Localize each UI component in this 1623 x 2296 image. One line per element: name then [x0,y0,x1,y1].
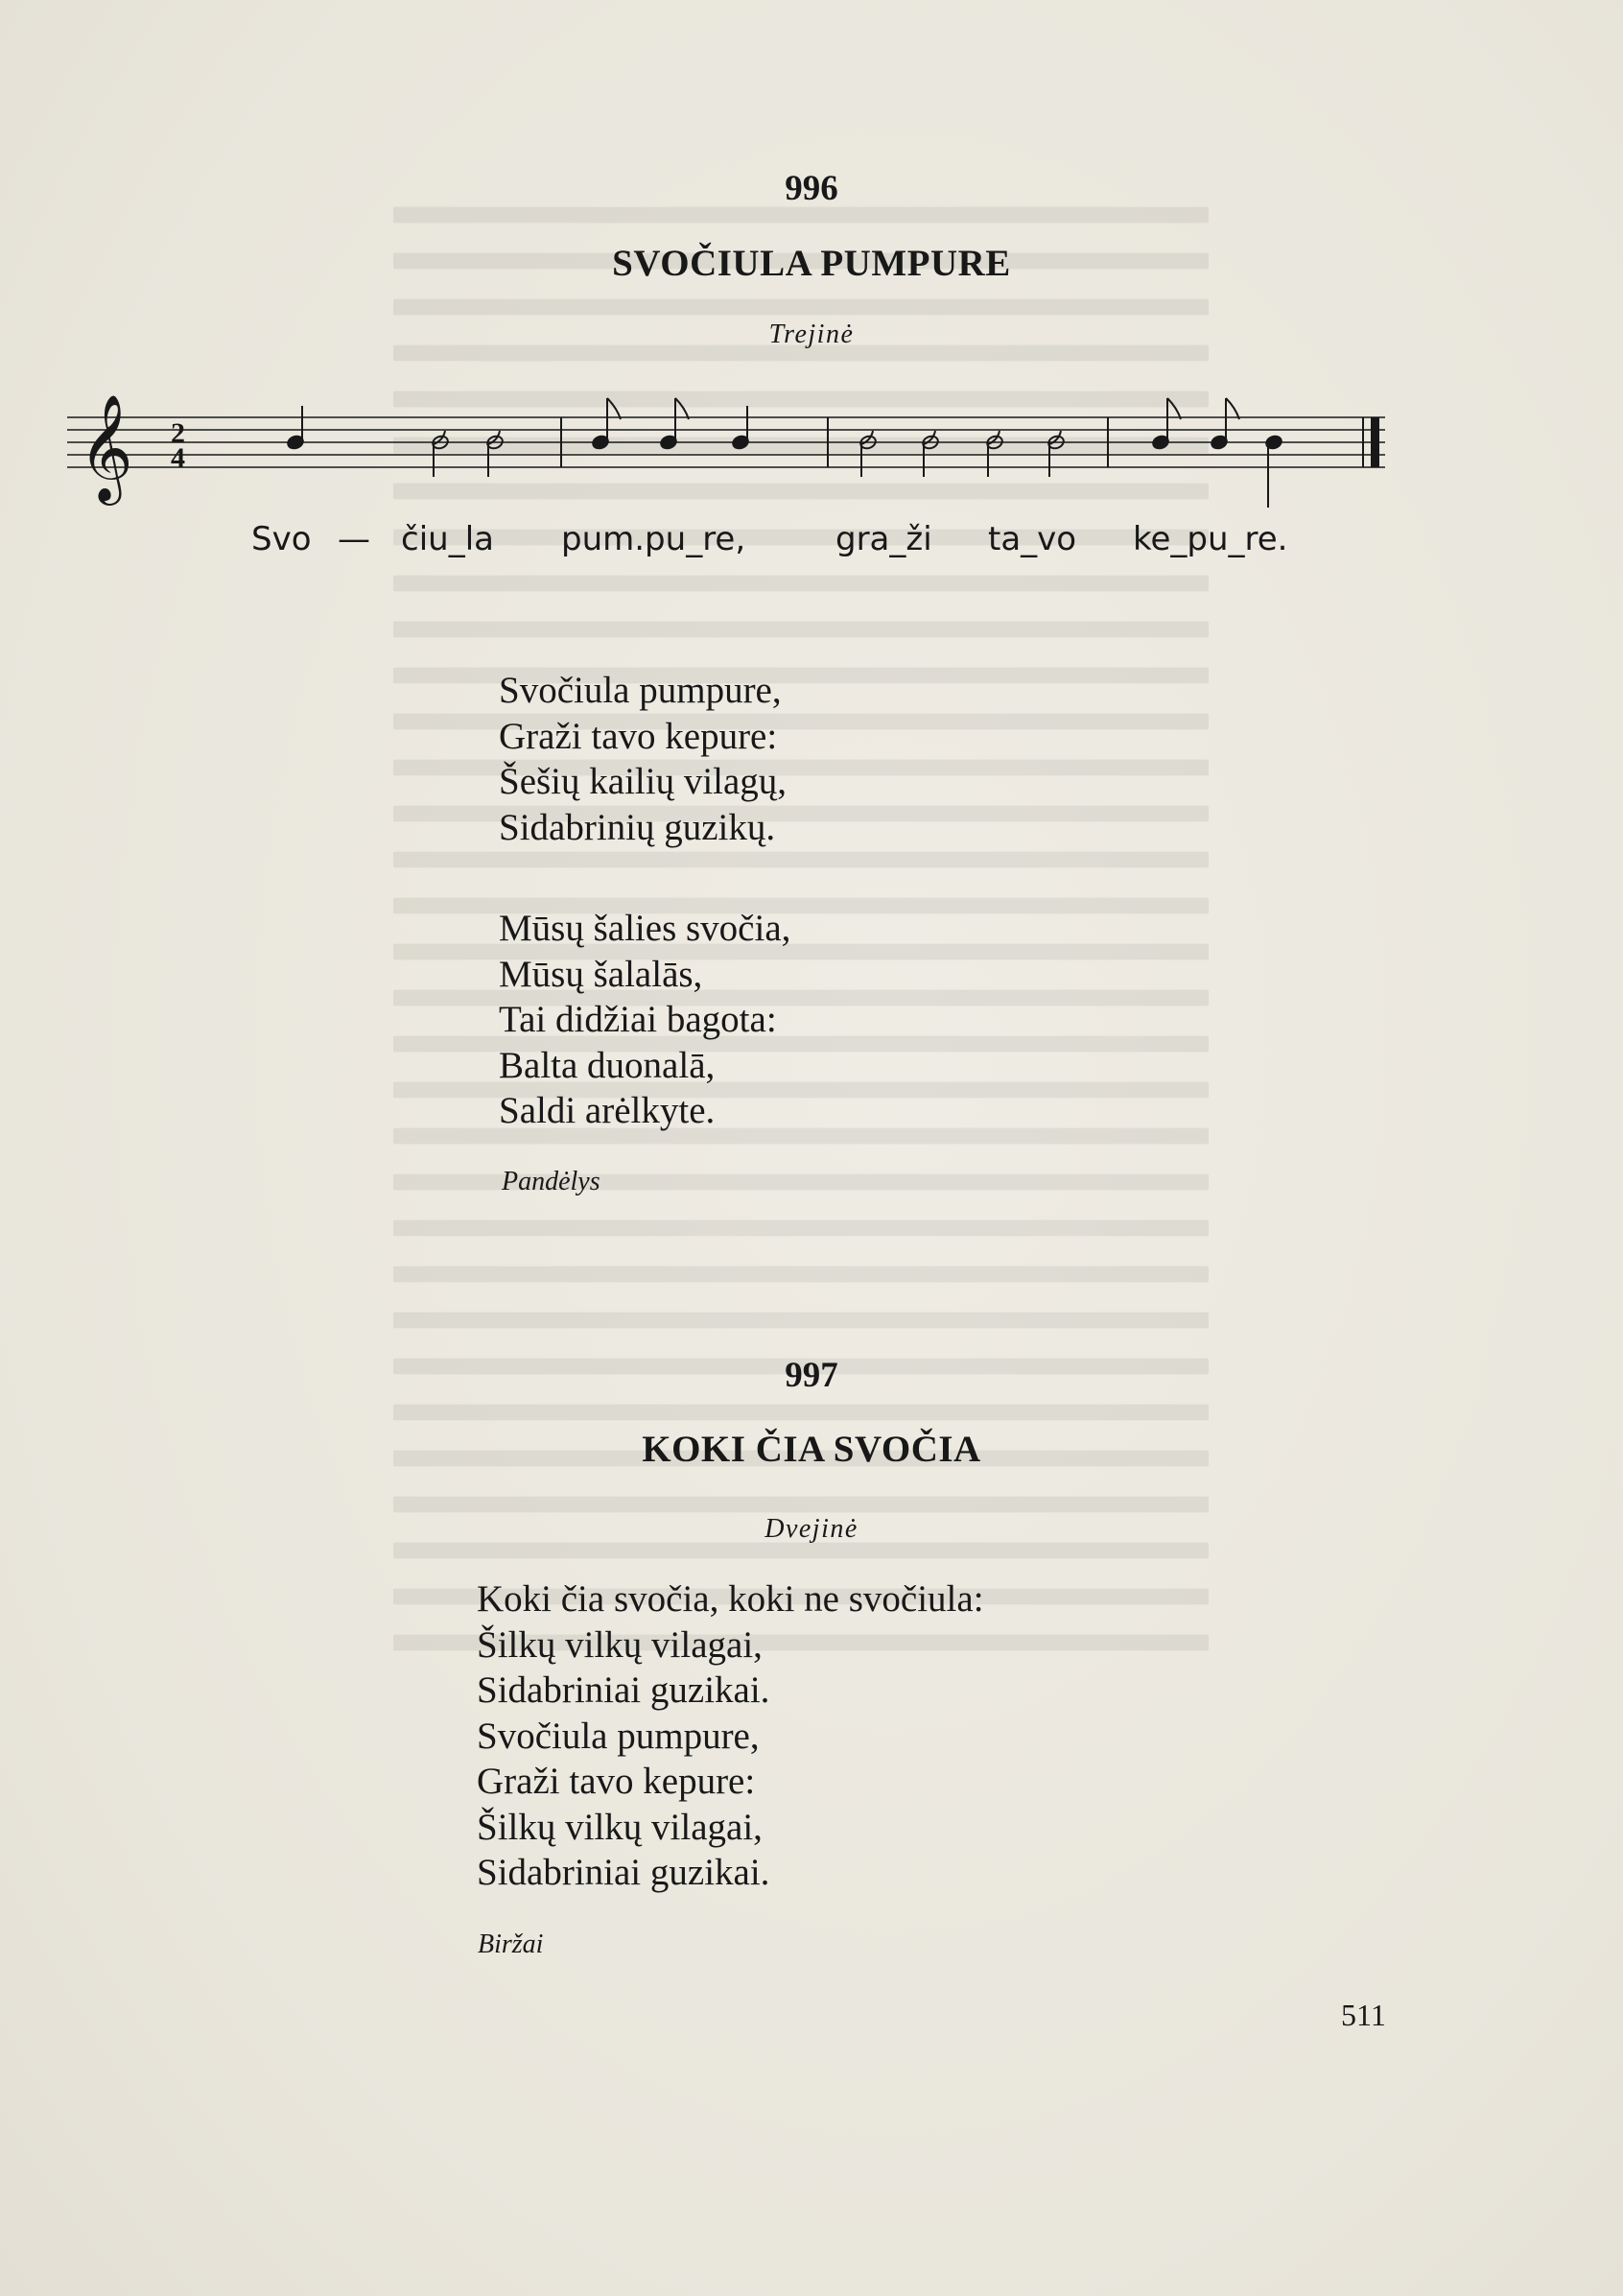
verse-line: Sidabriniai guzikai. [477,1852,770,1893]
treble-clef-icon: 𝄞 [79,393,133,501]
place-name: Biržai [478,1929,544,1959]
verse-line: Mūsų šalies svočia, [499,908,791,949]
verse-line: Svočiula pumpure, [477,1715,760,1757]
verse-line: Sidabrinių guzikų. [499,806,776,848]
song-title: KOKI ČIA SVOČIA [642,1429,981,1470]
place-name: Pandėlys [502,1167,600,1196]
verse-line: Svočiula pumpure, [499,670,782,711]
verse-line: Balta duonalā, [499,1044,716,1086]
time-signature-top: 2 [171,417,185,449]
song-number: 996 [785,169,838,208]
time-signature-bottom: 4 [171,442,185,474]
lyric-syllable: Svo [251,520,312,558]
song-tempo: Dvejinė [764,1514,859,1544]
verse-line: Tai didžiai bagota: [499,999,777,1040]
lyric-syllable: gra_ži [835,520,932,558]
lyric-syllable: pum.pu_re, [561,520,746,558]
verse-line: Koki čia svočia, koki ne svočiula: [477,1578,984,1620]
page-number: 511 [1341,1998,1386,2032]
verse-line: Saldi arėlkyte. [499,1090,716,1131]
song-text [477,1576,984,1896]
verse-1 [499,668,787,850]
song-number: 997 [785,1356,838,1395]
lyric-syllable: čiu_la [401,520,494,558]
lyric-syllable: ta_vo [988,520,1077,558]
music-staff [67,389,1391,523]
song-tempo: Trejinė [768,320,855,349]
song-title: SVOČIULA PUMPURE [612,243,1011,284]
verse-line: Šilkų vilkų vilagai, [477,1623,763,1666]
verse-line: Graži tavo kepure: [477,1761,756,1802]
verse-line: Graži tavo kepure: [499,715,778,757]
lyric-syllable: — [338,520,370,558]
verse-line: Šešių kailių vilagų, [499,761,788,802]
verse-line: Šilkų vilkų vilagai, [477,1806,763,1848]
verse-line: Sidabriniai guzikai. [477,1669,770,1711]
verse-line: Mūsų šalalās, [499,953,703,995]
lyric-syllable: ke_pu_re. [1133,520,1288,558]
verse-2 [499,906,790,1134]
